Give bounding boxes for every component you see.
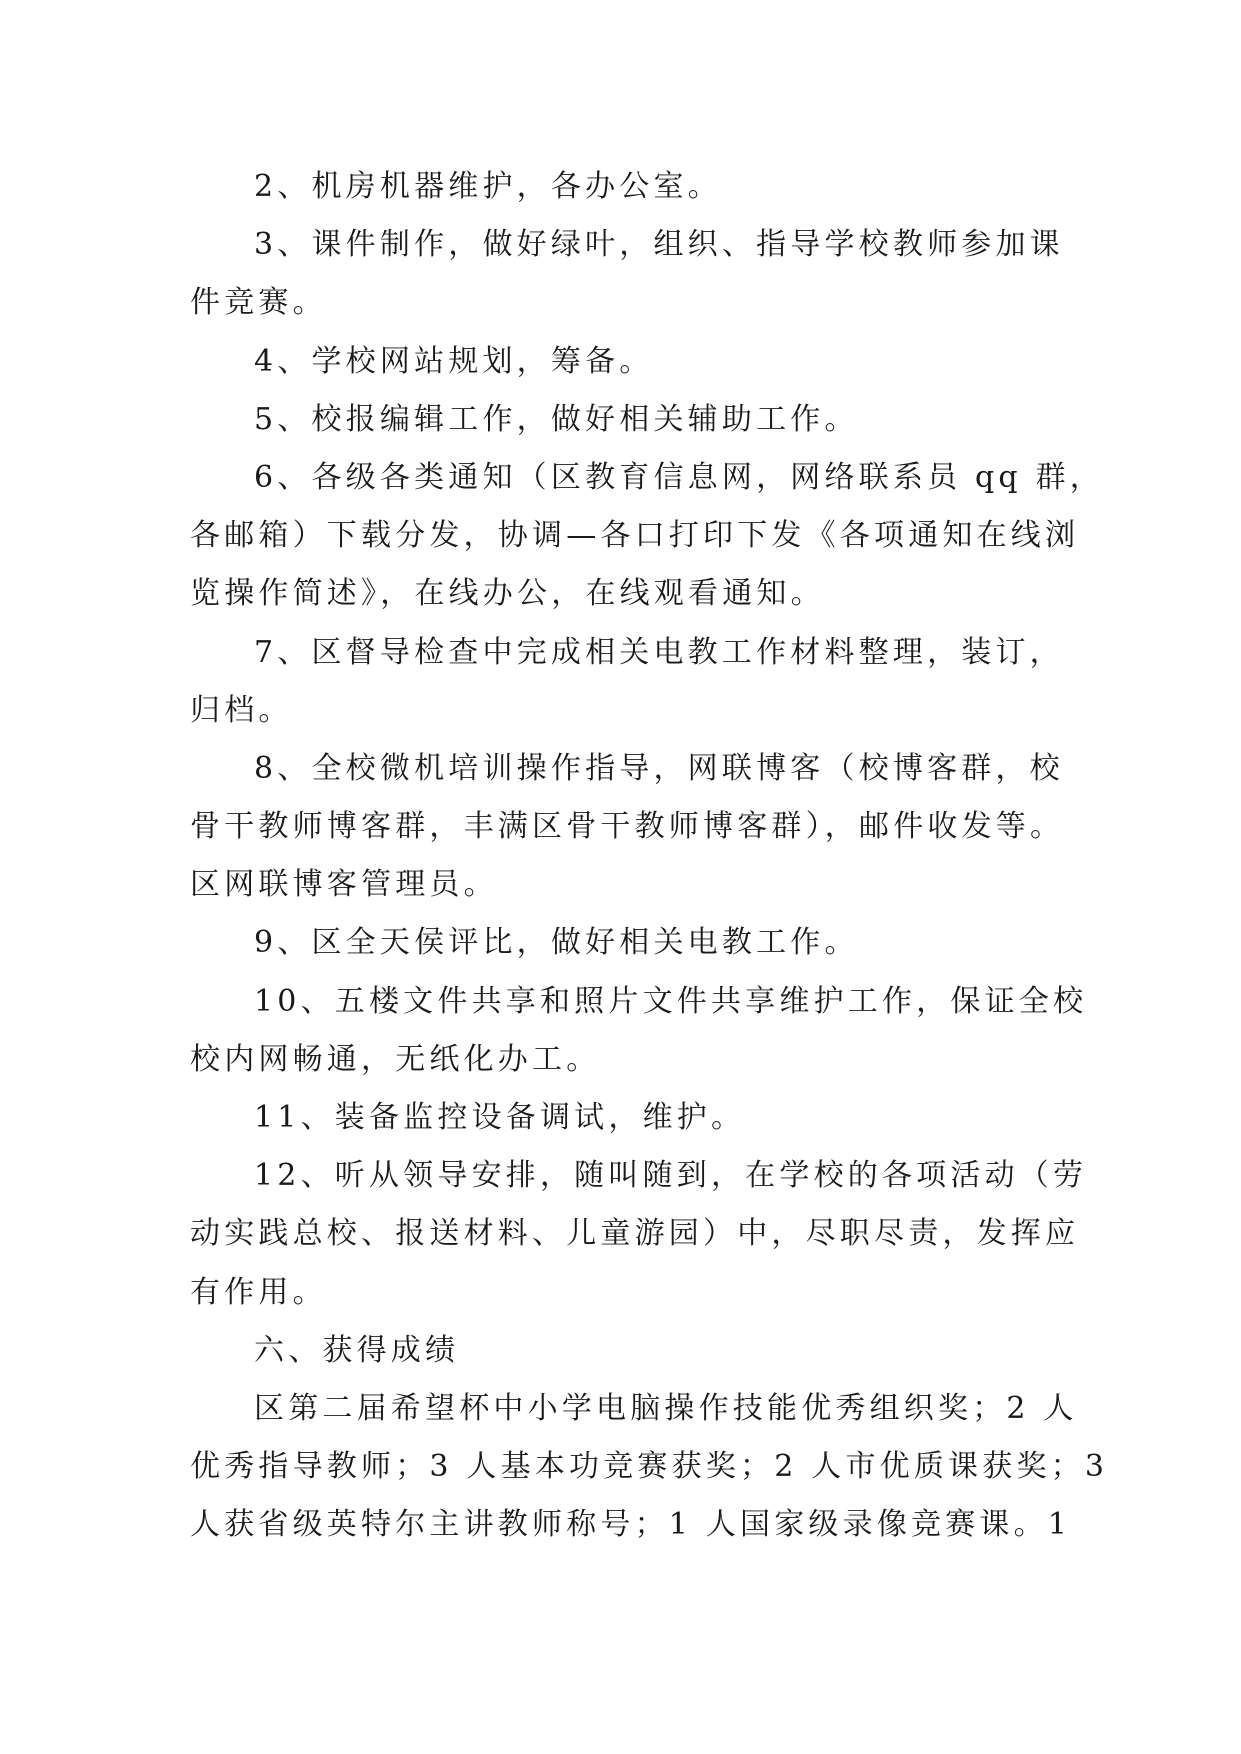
text-line: 12、听从领导安排，随叫随到，在学校的各项活动（劳: [254, 1158, 1088, 1194]
text-line: 人获省级英特尔主讲教师称号；1 人国家级录像竞赛课。1: [190, 1507, 1072, 1543]
text-line: 3、课件制作，做好绿叶，组织、指导学校教师参加课: [254, 227, 1064, 263]
text-line: 动实践总校、报送材料、儿童游园）中，尽职尽责，发挥应: [190, 1216, 1080, 1252]
text-line: 6、各级各类通知（区教育信息网，网络联系员 qq 群，: [254, 459, 1104, 495]
text-line: 件竞赛。: [190, 285, 327, 321]
text-line: 览操作简述》，在线办公，在线观看通知。: [190, 576, 825, 612]
text-line: 区第二届希望杯中小学电脑操作技能优秀组织奖；2 人: [254, 1390, 1078, 1426]
text-line: 9、区全天侯评比，做好相关电教工作。: [254, 925, 859, 961]
text-line: 有作用。: [190, 1274, 327, 1310]
text-line: 2、机房机器维护，各办公室。: [254, 169, 722, 204]
document-body: [190, 158, 1109, 1555]
text-line: 8、全校微机培训操作指导，网联博客（校博客群，校: [254, 750, 1064, 786]
text-line: 校内网畅通，无纸化办工。: [190, 1041, 601, 1077]
text-line: 六、获得成绩: [254, 1332, 460, 1368]
text-line: 各邮箱）下载分发，协调—各口打印下发《各项通知在线浏: [190, 518, 1080, 554]
text-line: 优秀指导教师；3 人基本功竞赛获奖；2 人市优质课获奖；3: [190, 1449, 1109, 1485]
text-line: 5、校报编辑工作，做好相关辅助工作。: [254, 401, 859, 437]
text-line: 区网联博客管理员。: [190, 867, 498, 903]
text-line: 7、区督导检查中完成相关电教工作材料整理，装订，: [254, 634, 1064, 670]
text-line: 归档。: [190, 692, 293, 728]
text-line: 10、五楼文件共享和照片文件共享维护工作，保证全校: [254, 983, 1088, 1019]
text-line: 骨干教师博客群，丰满区骨干教师博客群），邮件收发等。: [190, 809, 1065, 845]
text-line: 4、学校网站规划，筹备。: [254, 343, 654, 379]
text-line: 11、装备监控设备调试，维护。: [254, 1100, 746, 1135]
